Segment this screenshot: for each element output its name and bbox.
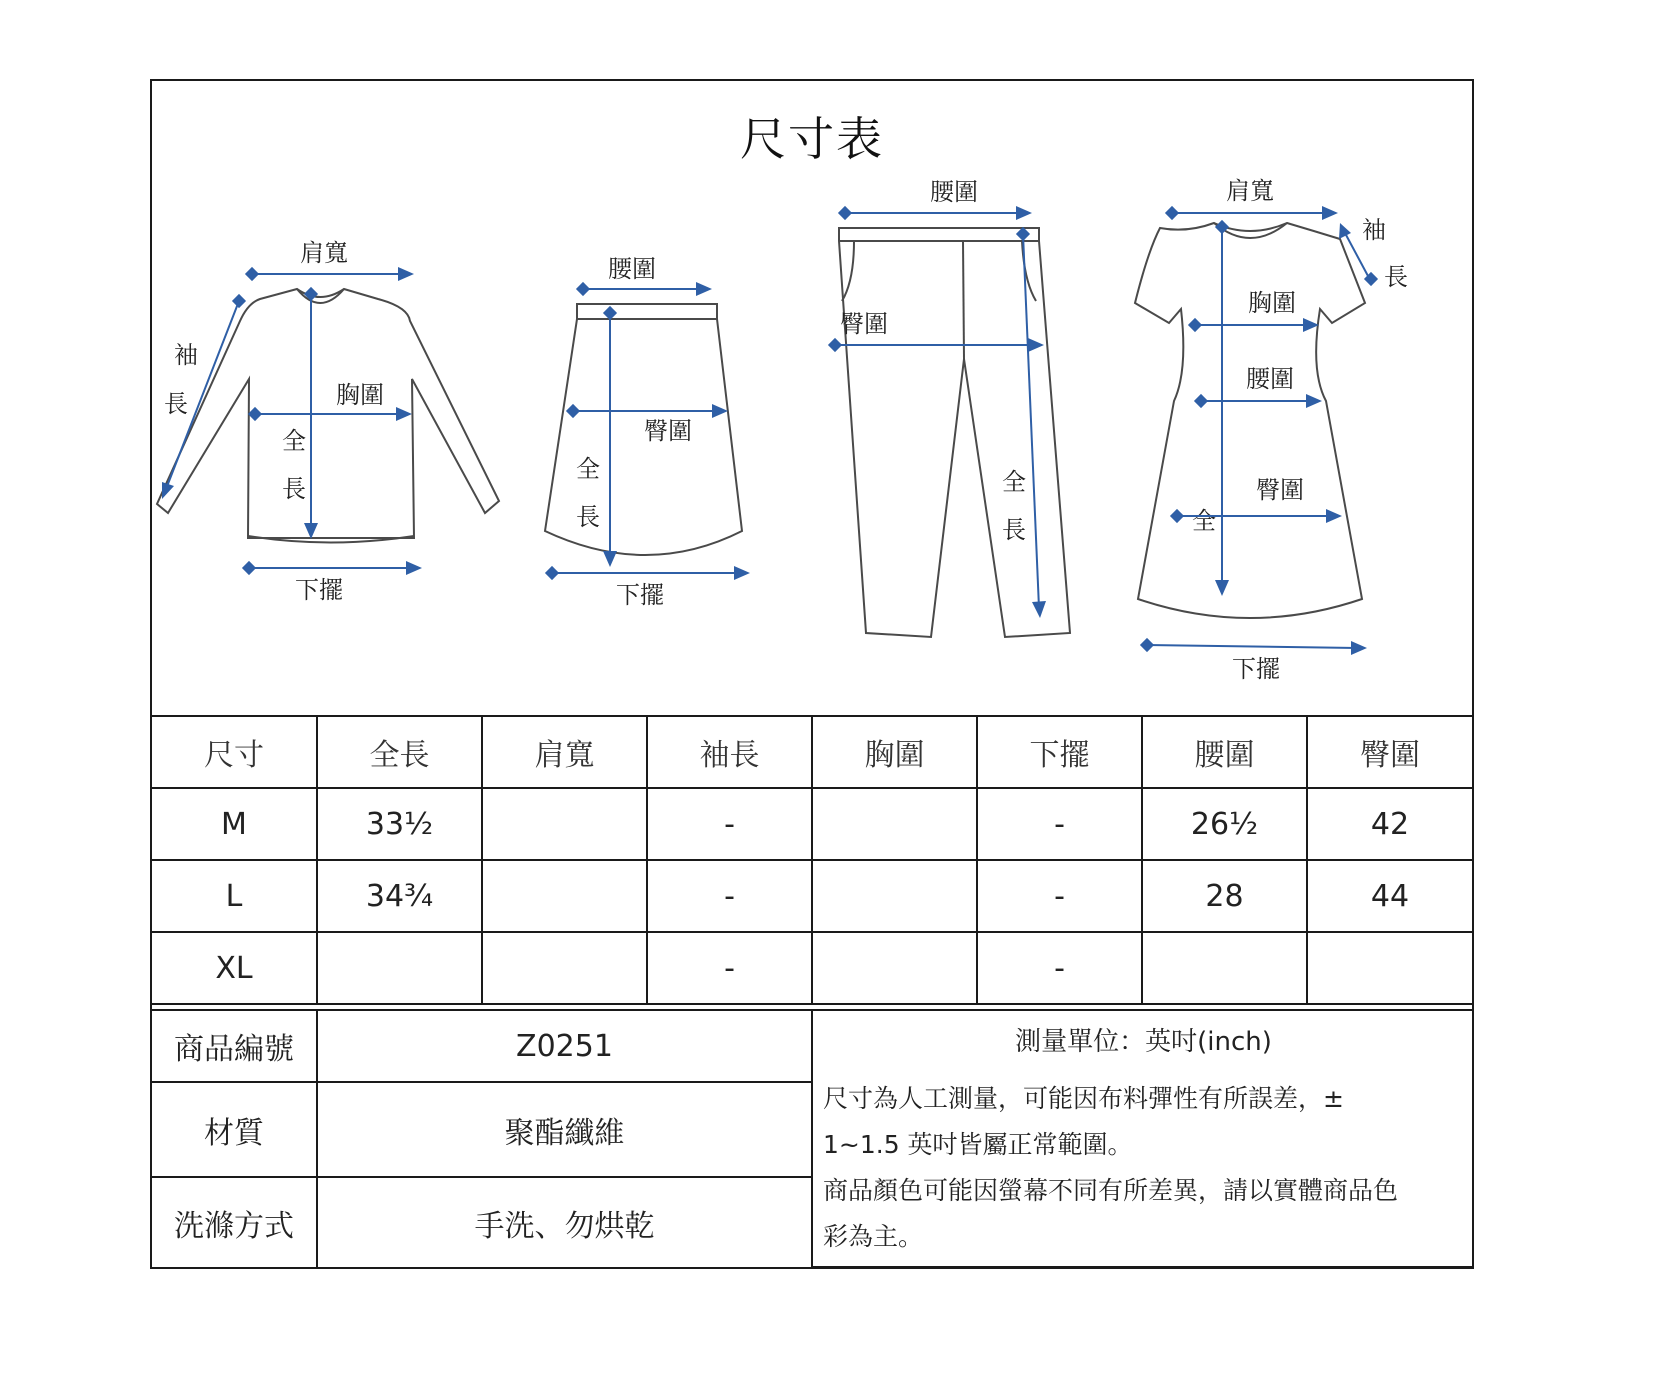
top-sleeve-tip	[162, 482, 174, 499]
header-shoulder: 肩寬	[482, 716, 647, 788]
pants-pocket-left	[842, 241, 854, 301]
product-code-label: 商品編號	[152, 1010, 317, 1082]
top-sleeve-start	[232, 294, 246, 308]
top-length-label-1: 全	[282, 427, 306, 455]
note-1-line-2: 1~1.5 英吋皆屬正常範圍。	[823, 1130, 1133, 1159]
dress-waist-tip	[1306, 394, 1322, 408]
note-2-line-1: 商品顏色可能因螢幕不同有所差異，請以實體商品色	[823, 1176, 1399, 1205]
table-cell	[812, 932, 977, 1004]
table-cell: 33½	[317, 788, 482, 860]
dress-hip-tip	[1326, 509, 1342, 523]
pants-waist-tip	[1016, 206, 1032, 220]
skirt-waist-label: 腰圍	[608, 255, 656, 283]
pants-hip-tip	[1028, 338, 1044, 352]
pants-waist-label: 腰圍	[930, 178, 978, 206]
top-hem-tip	[406, 561, 422, 575]
skirt-hip-label: 臀圍	[644, 417, 692, 445]
product-code-value: Z0251	[317, 1010, 812, 1082]
table-cell	[812, 860, 977, 932]
table-cell: 34¾	[317, 860, 482, 932]
skirt-diagram	[545, 255, 750, 609]
dress-sleeve-tip	[1339, 223, 1351, 239]
table-cell: 44	[1307, 860, 1472, 932]
header-length: 全長	[317, 716, 482, 788]
table-cell: -	[977, 860, 1142, 932]
skirt-hip-tip	[712, 404, 728, 418]
skirt-hip-start	[566, 404, 580, 418]
pants-hip-label: 臀圍	[840, 310, 888, 338]
top-length-tip	[304, 523, 318, 539]
dress-hip-start	[1170, 509, 1184, 523]
skirt-hem-tip	[734, 566, 750, 580]
table-cell: -	[647, 932, 812, 1004]
material-value: 聚酯纖維	[317, 1082, 812, 1177]
table-cell: -	[977, 932, 1142, 1004]
pants-diagram	[828, 178, 1070, 637]
washing-label: 洗滌方式	[152, 1177, 317, 1267]
size-table	[152, 715, 1472, 1005]
table-cell	[482, 932, 647, 1004]
pants-waist-start	[838, 206, 852, 220]
skirt-hem-start	[545, 566, 559, 580]
pants-fly	[963, 241, 964, 359]
note-2-line-2: 彩為主。	[823, 1222, 924, 1251]
measurement-notes	[812, 1010, 1472, 1267]
header-hem: 下擺	[977, 716, 1142, 788]
dress-diagram	[1135, 177, 1408, 683]
header-chest: 胸圍	[812, 716, 977, 788]
table-cell: -	[977, 788, 1142, 860]
material-label: 材質	[152, 1082, 317, 1177]
table-cell: M	[152, 788, 317, 860]
dress-shoulder-start	[1165, 206, 1179, 220]
product-info-table	[152, 1009, 1472, 1268]
header-waist: 腰圍	[1142, 716, 1307, 788]
table-cell	[1142, 932, 1307, 1004]
table-cell: 26½	[1142, 788, 1307, 860]
skirt-length-label-2: 長	[576, 503, 600, 531]
dress-outline	[1135, 223, 1365, 618]
dress-length-tip	[1215, 580, 1229, 596]
dress-hem-arrow	[1147, 645, 1357, 648]
table-cell	[812, 788, 977, 860]
pants-outline	[839, 228, 1070, 637]
top-chest-label: 胸圍	[336, 381, 384, 409]
top-sleeve-label-2: 長	[164, 390, 188, 418]
dress-shoulder-tip	[1322, 206, 1338, 220]
dress-length-label: 全	[1192, 507, 1216, 535]
table-cell: -	[647, 860, 812, 932]
dress-hem-label: 下擺	[1232, 655, 1280, 683]
pants-length-start	[1016, 227, 1030, 241]
dress-sleeve-label-1: 袖	[1362, 216, 1386, 244]
skirt-length-label-1: 全	[576, 455, 600, 483]
table-cell	[1307, 932, 1472, 1004]
table-row	[152, 860, 1472, 932]
top-chest-start	[248, 407, 262, 421]
table-cell: 28	[1142, 860, 1307, 932]
top-length-label-2: 長	[282, 475, 306, 503]
size-table-header-row	[152, 716, 1472, 788]
dress-hem-start	[1140, 638, 1154, 652]
top-chest-tip	[396, 407, 412, 421]
table-cell: 42	[1307, 788, 1472, 860]
top-hem-start	[242, 561, 256, 575]
top-shoulder-tip	[398, 267, 414, 281]
table-cell: XL	[152, 932, 317, 1004]
garment-diagrams	[152, 81, 1472, 715]
pants-length-label-1: 全	[1002, 468, 1026, 496]
dress-hip-label: 臀圍	[1256, 476, 1304, 504]
table-cell: -	[647, 788, 812, 860]
dress-shoulder-label: 肩寬	[1226, 177, 1274, 205]
table-row	[152, 932, 1472, 1004]
header-size: 尺寸	[152, 716, 317, 788]
table-cell	[317, 932, 482, 1004]
dress-chest-start	[1188, 318, 1202, 332]
top-diagram	[157, 239, 499, 604]
header-sleeve: 袖長	[647, 716, 812, 788]
washing-value: 手洗、勿烘乾	[317, 1177, 812, 1267]
table-cell	[482, 788, 647, 860]
top-hem-label: 下擺	[295, 576, 343, 604]
info-row-code	[152, 1010, 1472, 1082]
dress-waist-start	[1194, 394, 1208, 408]
pants-hip-start	[828, 338, 842, 352]
dress-sleeve-label-2: 長	[1384, 263, 1408, 291]
dress-waist-label: 腰圍	[1246, 365, 1294, 393]
skirt-waist-start	[576, 282, 590, 296]
top-sleeve-label-1: 袖	[174, 341, 198, 369]
pants-length-label-2: 長	[1002, 516, 1026, 544]
skirt-length-tip	[603, 551, 617, 567]
top-shoulder-label: 肩寬	[300, 239, 348, 267]
skirt-hem-label: 下擺	[616, 581, 664, 609]
header-hip: 臀圍	[1307, 716, 1472, 788]
dress-chest-label: 胸圍	[1248, 289, 1296, 317]
table-row	[152, 788, 1472, 860]
table-cell: L	[152, 860, 317, 932]
dress-hem-tip	[1351, 641, 1367, 655]
size-chart-sheet	[150, 79, 1474, 1269]
table-cell	[482, 860, 647, 932]
page-title: 尺寸表	[740, 112, 884, 166]
pants-length-tip	[1032, 601, 1046, 618]
top-shoulder-start	[245, 267, 259, 281]
unit-text: 測量單位：英吋(inch)	[1015, 1027, 1272, 1057]
skirt-waist-tip	[696, 282, 712, 296]
top-hem-curve	[248, 536, 414, 543]
note-1-line-1: 尺寸為人工測量，可能因布料彈性有所誤差，±	[823, 1084, 1344, 1113]
skirt-length-start	[603, 306, 617, 320]
